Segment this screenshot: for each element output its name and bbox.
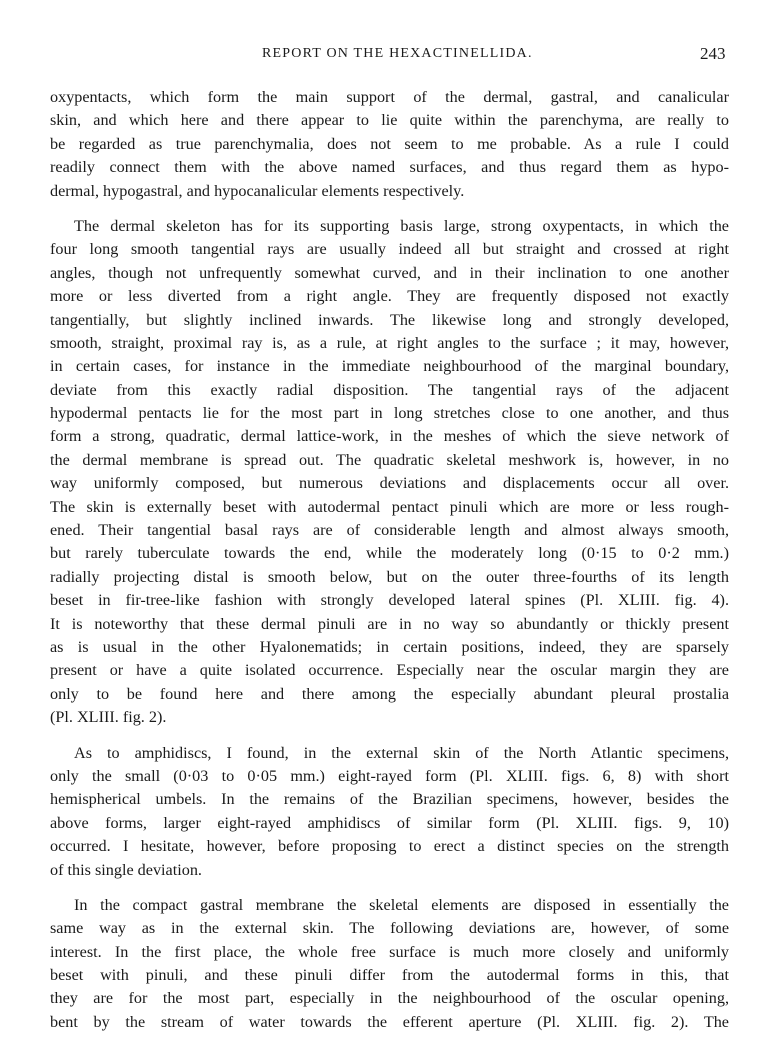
text-line: be regarded as true parenchymalia, does not seem to me probable. As a rule I could xyxy=(50,134,729,153)
text-line: It is noteworthy that these dermal pinuli are in no way so abundantly or thickly present xyxy=(50,614,729,633)
text-line: form a strong, quadratic, dermal lattice-work, in the meshes of which the sieve network of xyxy=(50,427,729,446)
text-line: as is usual in the other Hyalonematids; in certain positions, indeed, they are sparsely xyxy=(50,637,729,656)
text-line: The skin is externally beset with autodermal pentact pinuli which are more or less rough- xyxy=(50,497,729,516)
text-line: (Pl. XLIII. fig. 2). xyxy=(50,708,167,727)
text-line: four long smooth tangential rays are usually indeed all but straight and crossed at right xyxy=(50,240,729,259)
text-line: oxypentacts, which form the main support of the dermal, gastral, and canalicular xyxy=(50,88,729,106)
text-line: occurred. I hesitate, however, before proposing to erect a distinct species on the strength xyxy=(50,837,729,856)
body-text xyxy=(50,86,729,1046)
text-line: In the compact gastral membrane the skeletal elements are disposed in essentially the xyxy=(74,895,729,914)
text-line: The dermal skeleton has for its supporting basis large, strong oxypentacts, in which the xyxy=(74,216,729,235)
text-line: only the small (0·03 to 0·05 mm.) eight-rayed form (Pl. XLIII. figs. 6, 8) with short xyxy=(50,766,729,785)
text-line: of this single deviation. xyxy=(50,860,202,879)
text-line: ened. Their tangential basal rays are of considerable length and almost always smooth, xyxy=(50,521,729,540)
text-line: same way as in the external skin. The following deviations are, however, of some xyxy=(50,919,729,938)
text-line: hemispherical umbels. In the remains of the Brazilian specimens, however, besides the xyxy=(50,790,729,809)
text-line: deviate from this exactly radial disposition. The tangential rays of the adjacent xyxy=(50,380,729,399)
paragraph-gastral-membrane xyxy=(50,894,729,1034)
text-line: they are for the most part, especially in the neighbourhood of the oscular opening, xyxy=(50,989,729,1008)
text-line: the dermal membrane is spread out. The quadratic skeletal meshwork is, however, in no xyxy=(50,450,729,469)
text-line: dermal, hypogastral, and hypocanalicular elements respectively. xyxy=(50,181,465,200)
running-title: REPORT ON THE HEXACTINELLIDA. xyxy=(262,46,533,61)
text-line: As to amphidiscs, I found, in the external skin of the North Atlantic specimens, xyxy=(74,743,729,762)
text-line: beset in fir-tree-like fashion with strongly developed lateral spines (Pl. XLIII. fig. 4). xyxy=(50,591,729,610)
text-line: hypodermal pentacts lie for the most part in long stretches close to one another, and thus xyxy=(50,404,729,423)
paragraph-dermal-skeleton xyxy=(50,215,729,730)
text-line: above forms, larger eight-rayed amphidiscs of similar form (Pl. XLIII. figs. 9, 10) xyxy=(50,813,729,832)
text-line: bent by the stream of water towards the efferent aperture (Pl. XLIII. fig. 2). The xyxy=(50,1012,729,1031)
text-line: smooth, straight, proximal ray is, as a rule, at right angles to the surface ; it may, however, xyxy=(50,333,729,352)
text-line: tangentially, but slightly inclined inwards. The likewise long and strongly developed, xyxy=(50,310,729,329)
page-number: 243 xyxy=(700,44,726,63)
text-line: in certain cases, for instance in the immediate neighbourhood of the marginal boundary, xyxy=(50,357,729,376)
text-line: radially projecting distal is smooth below, but on the outer three-fourths of its length xyxy=(50,567,729,586)
text-line: way uniformly composed, but numerous deviations and displacements occur all over. xyxy=(50,474,729,493)
text-line: skin, and which here and there appear to lie quite within the parenchyma, are really to xyxy=(50,111,729,130)
text-line: beset with pinuli, and these pinuli differ from the autodermal forms in this, that xyxy=(50,966,729,985)
paragraph-hypodermal xyxy=(50,86,729,203)
text-line: angles, though not unfrequently somewhat curved, and in their inclination to one another xyxy=(50,263,729,282)
text-line: interest. In the first place, the whole free surface is much more closely and uniformly xyxy=(50,942,729,961)
text-line: only to be found here and there among the especially abundant pleural prostalia xyxy=(50,684,729,703)
text-line: but rarely tuberculate towards the end, while the moderately long (0·15 to 0·2 mm.) xyxy=(50,544,729,563)
text-line: present or have a quite isolated occurrence. Especially near the oscular margin they are xyxy=(50,661,729,680)
running-header xyxy=(0,46,776,70)
text-line: more or less diverted from a right angle. They are frequently disposed not exactly xyxy=(50,287,729,306)
paragraph-amphidiscs xyxy=(50,742,729,882)
text-line: readily connect them with the above named surfaces, and thus regard them as hypo- xyxy=(50,158,729,177)
